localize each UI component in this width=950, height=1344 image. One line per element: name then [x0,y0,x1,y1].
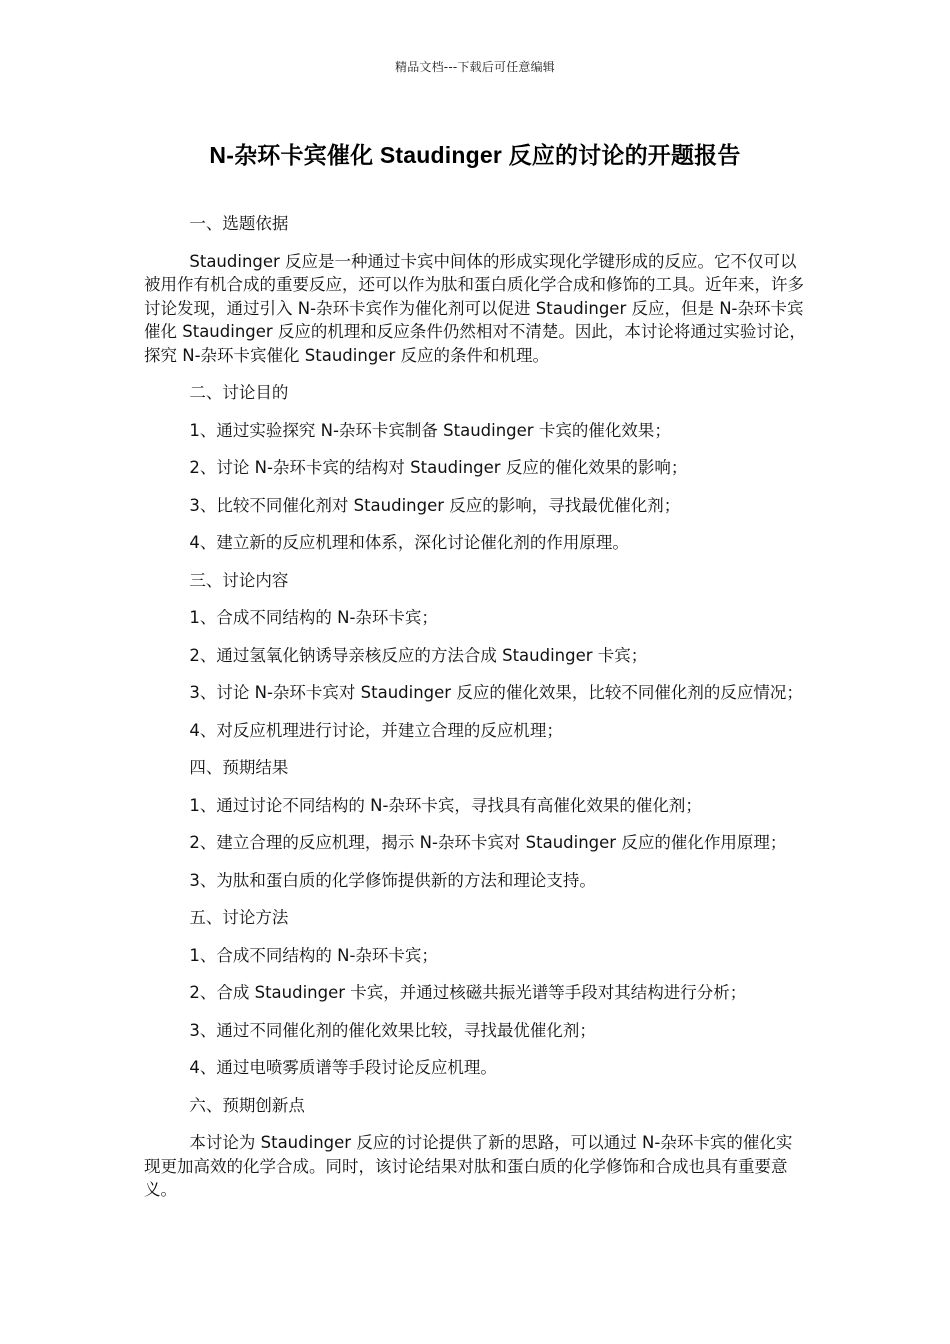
document-title: N-杂环卡宾催化 Staudinger 反应的讨论的开题报告 [209,142,741,168]
list-item: 4、通过电喷雾质谱等手段讨论反应机理。 [189,1058,497,1077]
section-heading: 四、预期结果 [189,758,289,777]
list-item: 3、讨论 N-杂环卡宾对 Staudinger 反应的催化效果，比较不同催化剂的反应情况； [189,683,803,702]
section-heading: 三、讨论内容 [189,570,289,590]
list-item: 1、通过实验探究 N-杂环卡宾制备 Staudinger 卡宾的催化效果； [189,420,671,440]
paragraph: Staudinger 反应是一种通过卡宾中间体的形成实现化学键形成的反应。它不仅可以被用作有机合成的重要反应，还可以作为肽和蛋白质化学合成和修饰的工具。近年来，许多讨论发现，通过引入 N-杂环卡宾作为催化剂可以促进 Staudinger 反应，但是 N-杂环卡宾催化 Staudinger 反应的机理和反应条件仍然相对不清楚。因此，本讨论将通过实验讨论，探究 N-杂环卡宾催化 Staudinger 反应的条件和机理。 [144,251,806,365]
list-item: 4、建立新的反应机理和体系，深化讨论催化剂的作用原理。 [189,533,629,552]
section-heading: 六、预期创新点 [189,1095,305,1115]
list-item: 3、通过不同催化剂的催化效果比较，寻找最优催化剂； [189,1020,596,1040]
list-item: 1、合成不同结构的 N-杂环卡宾； [189,608,438,627]
list-item: 4、对反应机理进行讨论，并建立合理的反应机理； [189,720,563,740]
section-heading: 一、选题依据 [189,214,289,233]
section-heading: 五、讨论方法 [189,908,289,927]
list-item: 1、通过讨论不同结构的 N-杂环卡宾，寻找具有高催化效果的催化剂； [189,795,702,815]
paragraph: 本讨论为 Staudinger 反应的讨论提供了新的思路，可以通过 N-杂环卡宾的催化实现更加高效的化学合成。同时，该讨论结果对肽和蛋白质的化学修饰和合成也具有重要意义。 [144,1133,793,1199]
list-item: 2、讨论 N-杂环卡宾的结构对 Staudinger 反应的催化效果的影响； [189,458,688,477]
list-item: 2、通过氢氧化钠诱导亲核反应的方法合成 Staudinger 卡宾； [189,645,648,665]
section-heading: 二、讨论目的 [189,383,289,402]
list-item: 2、合成 Staudinger 卡宾，并通过核磁共振光谱等手段对其结构进行分析； [189,983,747,1002]
document-body [144,212,808,1216]
list-item: 1、合成不同结构的 N-杂环卡宾； [189,945,438,965]
list-item: 3、比较不同催化剂对 Staudinger 反应的影响，寻找最优催化剂； [189,495,681,515]
page-header: 精品文档---下载后可任意编辑 [395,60,555,74]
list-item: 3、为肽和蛋白质的化学修饰提供新的方法和理论支持。 [189,870,596,890]
list-item: 2、建立合理的反应机理，揭示 N-杂环卡宾对 Staudinger 反应的催化作用原理； [189,833,787,852]
